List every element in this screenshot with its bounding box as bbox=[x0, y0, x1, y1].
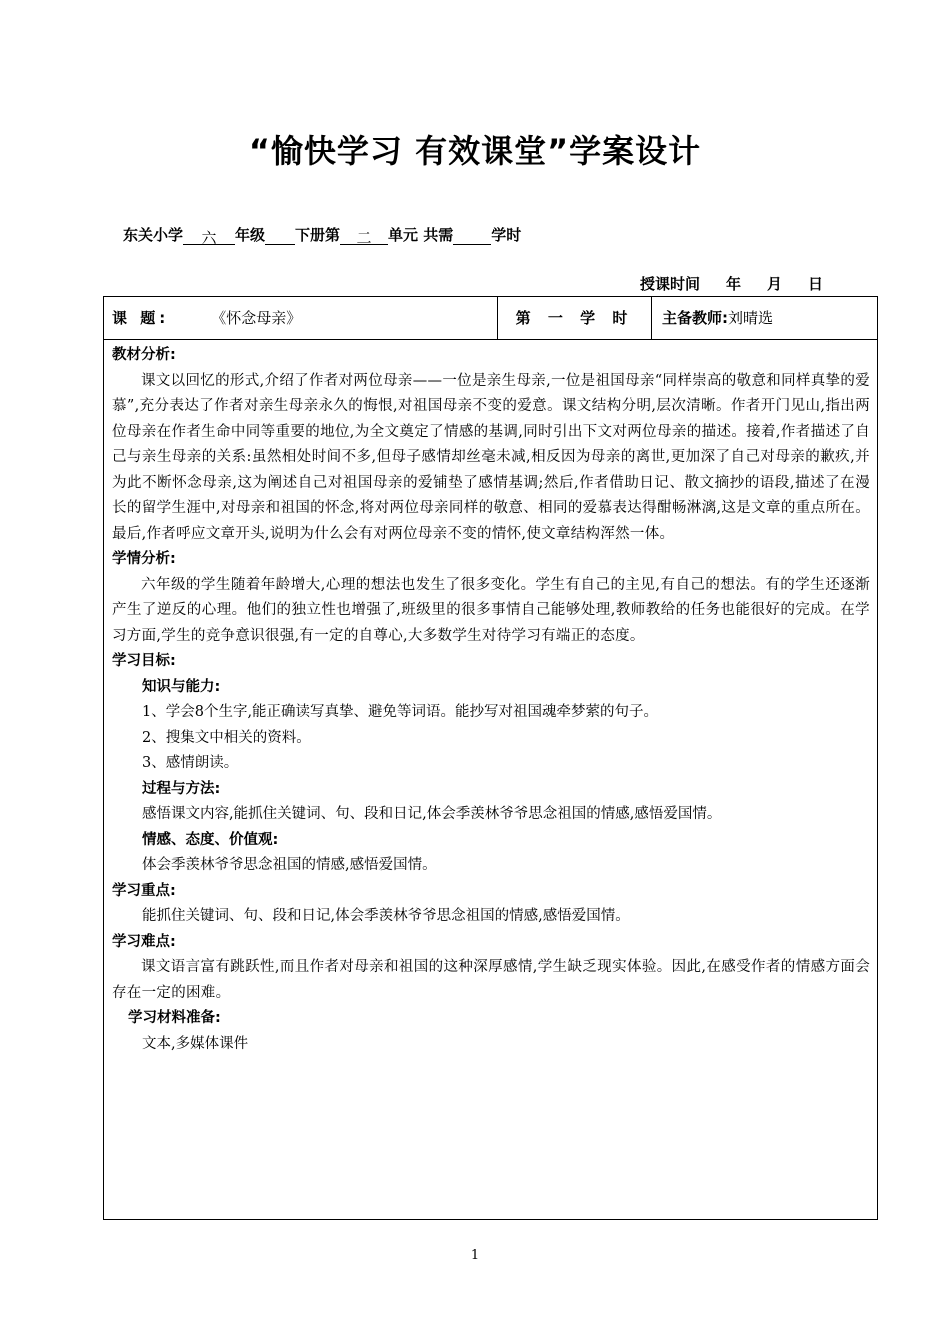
table-header-row bbox=[104, 297, 877, 340]
difficulty-heading: 学习难点: bbox=[112, 933, 176, 950]
topic-value: 《怀念母亲》 bbox=[211, 309, 302, 327]
emotion-text: 体会季羡林爷爷思念祖国的情感,感悟爱国情。 bbox=[142, 857, 437, 873]
teach-time-label: 授课时间 bbox=[640, 275, 701, 293]
key-points-text: 能抓住关键词、句、段和日记,体会季羡林爷爷思念祖国的情感,感悟爱国情。 bbox=[142, 908, 630, 924]
lesson-plan-table bbox=[103, 296, 878, 1220]
key-points-heading: 学习重点: bbox=[112, 882, 176, 899]
period-cell: 第 一 学 时 bbox=[498, 297, 652, 339]
process-heading: 过程与方法: bbox=[142, 780, 221, 797]
materials-prep-heading: 学习材料准备: bbox=[128, 1010, 221, 1026]
school-name: 东关小学 bbox=[123, 226, 184, 244]
teach-time-day: 日 bbox=[808, 275, 824, 293]
volume-label: 下册第 bbox=[295, 226, 341, 244]
process-text: 感悟课文内容,能抓住关键词、句、段和日记,体会季羡林爷爷思念祖国的情感,感悟爱国情。 bbox=[142, 806, 722, 822]
table-body bbox=[112, 343, 870, 1057]
emotion-heading: 情感、态度、价值观: bbox=[142, 831, 279, 848]
topic-cell bbox=[104, 297, 498, 339]
teach-time-month: 月 bbox=[767, 275, 783, 293]
grade-value: 六 bbox=[183, 227, 235, 245]
student-analysis-text: 六年级的学生随着年龄增大,心理的想法也发生了很多变化。学生有自己的主见,有自己的想法。有的学生还逐渐产生了逆反的心理。他们的独立性也增强了,班级里的很多事情自己能够处理,教师教给的任务也能很好的完成。在学习方面,学生的竞争意识很强,有一定的自尊心,大多数学生对待学习有端正的态度。 bbox=[112, 576, 870, 644]
materials-prep-text: 文本,多媒体课件 bbox=[142, 1035, 249, 1052]
student-analysis-heading: 学情分析: bbox=[112, 551, 176, 567]
knowledge-item: 2、搜集文中相关的资料。 bbox=[142, 729, 311, 746]
knowledge-heading: 知识与能力: bbox=[142, 678, 221, 695]
class-info-line bbox=[123, 224, 521, 245]
teacher-cell bbox=[652, 297, 879, 339]
material-analysis-text: 课文以回忆的形式,介绍了作者对两位母亲——一位是亲生母亲,一位是祖国母亲“同样崇高的敬意和同样真挚的爱慕”,充分表达了作者对亲生母亲永久的悔恨,对祖国母亲不变的爱意。课文结构分明,层次清晰。作者开门见山,指出两位母亲在作者生命中同等重要的地位,为全文奠定了情感的基调,同时引出下文对两位母亲的描述。接着,作者描述了自己与亲生母亲的关系:虽然相处时间不多,但母子感情却丝毫未减,相反因为母亲的离世,更加深了自己对母亲的歉疚,并为此不断怀念母亲,这为阐述自己对祖国母亲的爱铺垫了感情基调;然后,作者借助日记、散文摘抄的语段,描述了在漫长的留学生涯中,对母亲和祖国的怀念,将对两位母亲同样的敬意、相同的爱慕表达得酣畅淋漓,这是文章的重点所在。最后,作者呼应文章开头,说明为什么会有对两位母亲不变的情怀,使文章结构浑然一体。 bbox=[112, 372, 870, 542]
teach-time-line bbox=[640, 273, 823, 294]
material-analysis-heading: 教材分析: bbox=[112, 347, 176, 363]
unit-label: 单元 共需 bbox=[388, 226, 454, 244]
hours-value bbox=[453, 227, 491, 245]
knowledge-item: 3、感情朗读。 bbox=[142, 755, 239, 771]
topic-label: 课 题: bbox=[112, 309, 170, 327]
learning-goals-heading: 学习目标: bbox=[112, 653, 176, 669]
grade-label: 年级 bbox=[235, 226, 266, 244]
difficulty-text: 课文语言富有跳跃性,而且作者对母亲和祖国的这种深厚感情,学生缺乏现实体验。因此,在感受作者的情感方面会存在一定的困难。 bbox=[112, 959, 870, 1001]
teacher-value: 刘晴选 bbox=[728, 309, 774, 327]
hours-label: 学时 bbox=[491, 226, 522, 244]
page-number: 1 bbox=[470, 1248, 480, 1263]
unit-value: 二 bbox=[340, 227, 388, 245]
grade-blank bbox=[265, 227, 295, 245]
teacher-label: 主备教师: bbox=[662, 309, 728, 327]
teach-time-year: 年 bbox=[726, 275, 742, 293]
page-title: “愉快学习 有效课堂”学案设计 bbox=[248, 132, 702, 170]
knowledge-item: 1、学会8个生字,能正确读写真挚、避免等词语。能抄写对祖国魂牵梦萦的句子。 bbox=[142, 704, 659, 720]
